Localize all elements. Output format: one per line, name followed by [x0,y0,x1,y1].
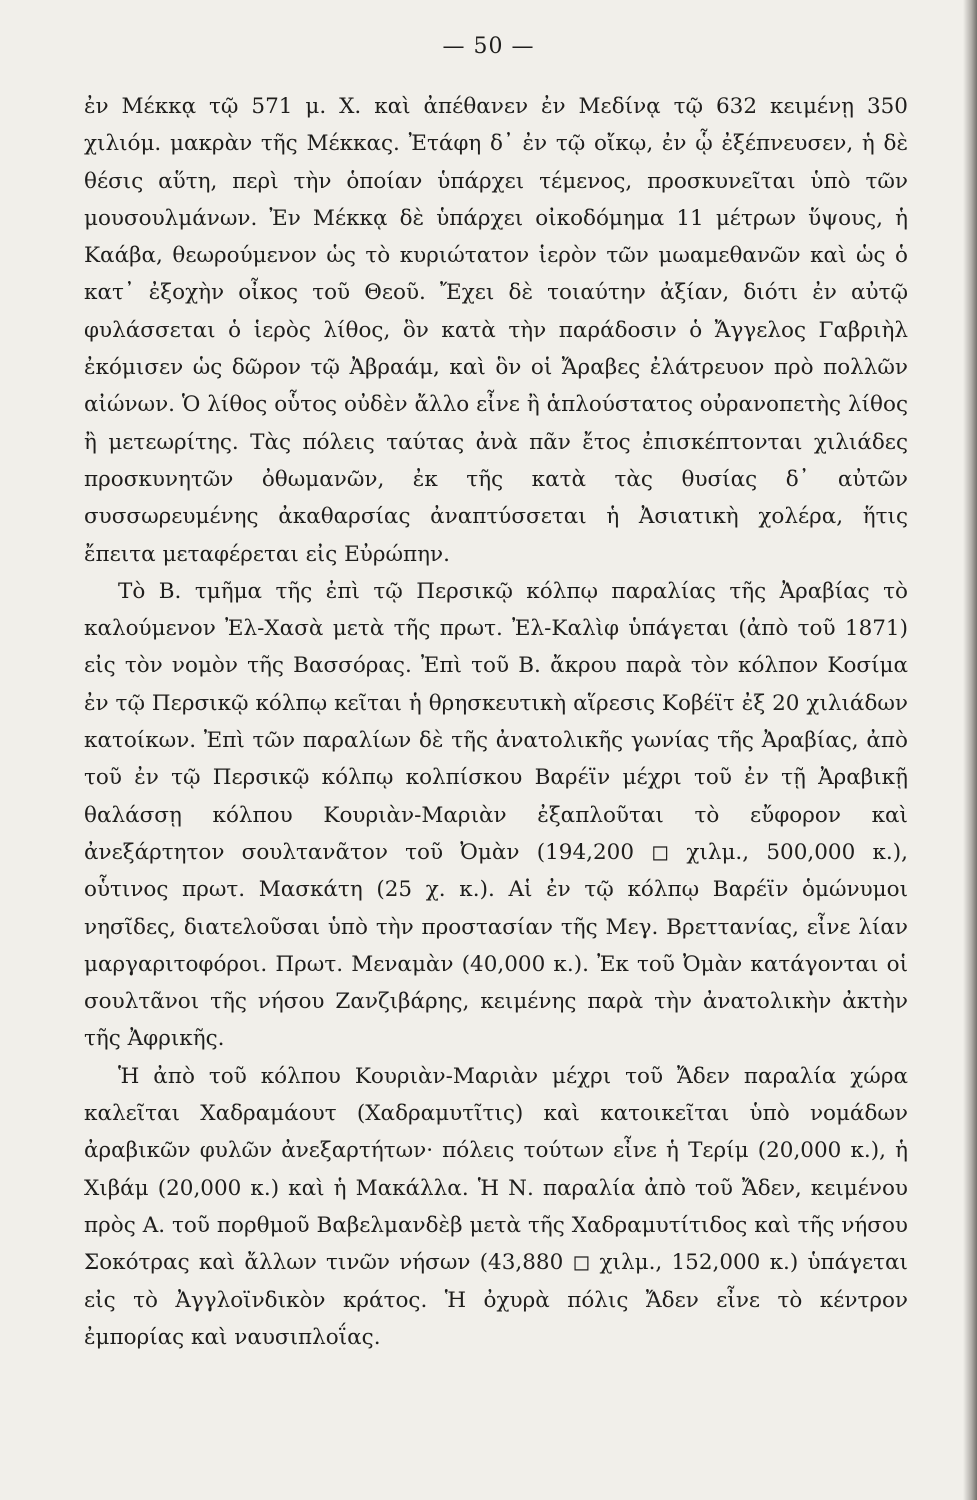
body-text [84,88,908,1356]
paragraph-3: Ἡ ἀπὸ τοῦ κόλπου Κουριὰν-Μαριὰν μέχρι τοῦ Ἄδεν παραλία χώρα καλεῖται Χαδραμάουτ (Χαδραμυτῖτις) καὶ κατοικεῖται ὑπὸ νομάδων ἀραβικῶν φυλῶν ἀνεξαρτήτων· πόλεις τούτων εἶνε ἡ Τερίμ (20,000 κ.), ἡ Χιβάμ (20,000 κ.) καὶ ἡ Μακάλλα. Ἡ Ν. παραλία ἀπὸ τοῦ Ἄδεν, κειμένου πρὸς Α. τοῦ πορθμοῦ Βαβελμανδὲβ μετὰ τῆς Χαδραμυτίτιδος καὶ τῆς νήσου Σοκότρας καὶ ἄλλων τινῶν νήσων (43,880 ◻ χιλμ., 152,000 κ.) ὑπάγεται εἰς τὸ Ἀγγλοϊνδικὸν κράτος. Ἡ ὀχυρὰ πόλις Ἄδεν εἶνε τὸ κέντρον ἐμπορίας καὶ ναυσιπλοΐας. [84,1063,908,1350]
page-edge-shadow [963,0,977,1500]
paragraph-2: Τὸ Β. τμῆμα τῆς ἐπὶ τῷ Περσικῷ κόλπῳ παραλίας τῆς Ἀραβίας τὸ καλούμενον Ἐλ-Χασὰ μετὰ τῆς πρωτ. Ἐλ-Καλὶφ ὑπάγεται (ἀπὸ τοῦ 1871) εἰς τὸν νομὸν τῆς Βασσόρας. Ἐπὶ τοῦ Β. ἄκρου παρὰ τὸν κόλπον Κοσίμα ἐν τῷ Περσικῷ κόλπῳ κεῖται ἡ θρησκευτικὴ αἵρεσις Κοβέϊτ ἐξ 20 χιλιάδων κατοίκων. Ἐπὶ τῶν παραλίων δὲ τῆς ἀνατολικῆς γωνίας τῆς Ἀραβίας, ἀπὸ τοῦ ἐν τῷ Περσικῷ κόλπῳ κολπίσκου Βαρέϊν μέχρι τοῦ ἐν τῇ Ἀραβικῇ θαλάσσῃ κόλπου Κουριὰν-Μαριὰν ἐξαπλοῦται τὸ εὔφορον καὶ ἀνεξάρτητον σουλτανᾶτον τοῦ Ὀμὰν (194,200 ◻ χιλμ., 500,000 κ.), οὗτινος πρωτ. Μασκάτη (25 χ. κ.). Αἱ ἐν τῷ κόλπῳ Βαρέϊν ὁμώνυμοι νησῖδες, διατελοῦσαι ὑπὸ τὴν προστασίαν τῆς Μεγ. Βρεττανίας, εἶνε λίαν μαργαριτοφόροι. Πρωτ. Μεναμὰν (40,000 κ.). Ἐκ τοῦ Ὀμὰν κατάγονται οἱ σουλτᾶνοι τῆς νήσου Ζανζιβάρης, κειμένης παρὰ τὴν ἀνατολικὴν ἀκτὴν τῆς Ἀφρικῆς. [84,578,908,1052]
page-number: — 50 — [442,34,535,59]
paragraph-1: ἐν Μέκκᾳ τῷ 571 μ. Χ. καὶ ἀπέθανεν ἐν Μεδίνᾳ τῷ 632 κειμένῃ 350 χιλιόμ. μακρὰν τῆς Μέκκας. Ἐτάφη δ᾿ ἐν τῷ οἴκῳ, ἐν ᾧ ἐξέπνευσεν, ἡ δὲ θέσις αὕτη, περὶ τὴν ὁποίαν ὑπάρχει τέμενος, προσκυνεῖται ὑπὸ τῶν μουσουλμάνων. Ἐν Μέκκᾳ δὲ ὑπάρχει οἰκοδόμημα 11 μέτρων ὕψους, ἡ Καάβα, θεωρούμενον ὡς τὸ κυριώτατον ἱερὸν τῶν μωαμεθανῶν καὶ ὡς ὁ κατ᾿ ἐξοχὴν οἶκος τοῦ Θεοῦ. Ἔχει δὲ τοιαύτην ἀξίαν, διότι ἐν αὐτῷ φυλάσσεται ὁ ἱερὸς λίθος, ὃν κατὰ τὴν παράδοσιν ὁ Ἄγγελος Γαβριὴλ ἐκόμισεν ὡς δῶρον τῷ Ἀβραάμ, καὶ ὃν οἱ Ἄραβες ἐλάτρευον πρὸ πολλῶν αἰώνων. Ὁ λίθος οὗτος οὐδὲν ἄλλο εἶνε ἢ ἁπλούστατος οὐρανοπετὴς λίθος ἢ μετεωρίτης. Τὰς πόλεις ταύτας ἀνὰ πᾶν ἔτος ἐπισκέπτονται χιλιάδες προσκυνητῶν ὀθωμανῶν, ἐκ τῆς κατὰ τὰς θυσίας δ᾿ αὐτῶν συσσωρευμένης ἀκαθαρσίας ἀναπτύσσεται ἡ Ἀσιατικὴ χολέρα, ἥτις ἔπειτα μεταφέρεται εἰς Εὐρώπην. [84,94,908,567]
